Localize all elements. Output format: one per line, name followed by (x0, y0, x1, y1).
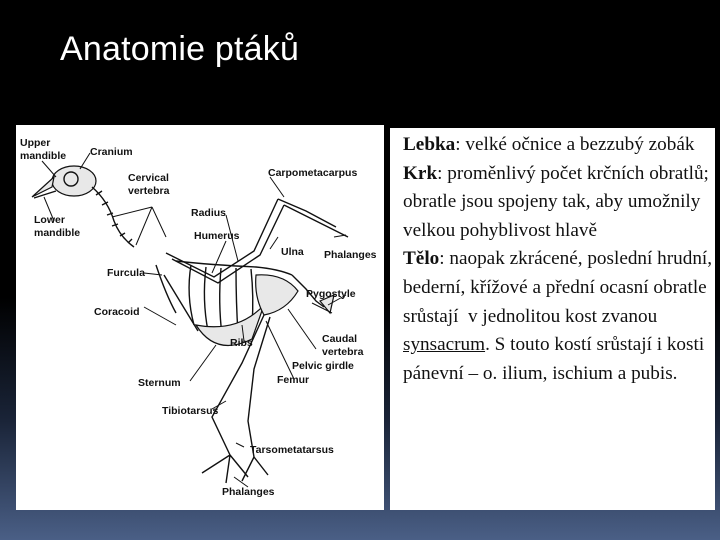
label-pygostyle: Pygostyle (306, 288, 356, 300)
label-cervical-1: Cervical (128, 172, 169, 184)
label-humerus: Humerus (194, 230, 240, 242)
leader-lines (42, 153, 346, 487)
label-lower-mandible-1: Lower (34, 214, 65, 226)
label-upper-mandible-1: Upper (20, 137, 51, 149)
coracoid-shape (164, 275, 198, 331)
label-tarsometatarsus: Tarsometatarsus (250, 444, 334, 456)
upper-mandible-shape (32, 177, 54, 197)
label-pelvic-girdle: Pelvic girdle (292, 360, 354, 372)
label-phalanges-wing: Phalanges (324, 249, 377, 261)
bird-skeleton-diagram (16, 125, 384, 510)
term-lebka: Lebka (403, 134, 456, 155)
label-radius: Radius (191, 207, 227, 219)
label-furcula: Furcula (107, 267, 145, 279)
label-upper-mandible-2: mandible (20, 150, 67, 162)
paragraph-body (403, 245, 717, 388)
slide-title: Anatomie ptáků (60, 30, 300, 68)
text-krk: : proměnlivý počet krčních obratlů; obratle jsou spojeny tak, aby umožnily velkou pohyblivost hlavě (403, 162, 709, 241)
skull (32, 166, 96, 198)
label-phalanges-foot: Phalanges (222, 486, 275, 498)
bird-skeleton-figure (16, 125, 384, 510)
text-lebka: : velké očnice a bezzubý zobák (455, 134, 695, 155)
label-femur: Femur (277, 374, 310, 386)
label-coracoid: Coracoid (94, 306, 140, 318)
term-telo: Tělo (403, 248, 440, 270)
label-ribs: Ribs (230, 337, 253, 349)
label-ulna: Ulna (281, 246, 304, 258)
text-body (403, 131, 717, 388)
label-cranium: Cranium (90, 146, 133, 158)
label-caudal-2: vertebra (322, 346, 364, 358)
paragraph-neck (403, 160, 713, 246)
pelvic-girdle-shape (256, 275, 298, 315)
carpometacarpus-shape (278, 199, 336, 227)
label-carpometacarpus: Carpometacarpus (268, 167, 358, 179)
term-krk: Krk (403, 162, 438, 184)
text-telo-a: : naopak zkrácené, poslední hrudní, bederní, křížové a přední ocasní obratle srůstají v jednolitou kost zvanou (403, 248, 717, 327)
toes (202, 455, 268, 483)
wing-phalanges-shape (284, 205, 348, 237)
cranium-shape (52, 166, 96, 196)
label-tibiotarsus: Tibiotarsus (162, 405, 219, 417)
label-cervical-2: vertebra (128, 185, 170, 197)
term-synsacrum: synsacrum (403, 334, 486, 356)
paragraph-skull (403, 131, 713, 160)
text-telo-b: . S touto kostí srůstají i kosti pánevní – o. ilium, ischium a pubis. (403, 334, 705, 384)
label-caudal-1: Caudal (322, 333, 358, 345)
label-sternum: Sternum (138, 377, 181, 389)
wing-radius (172, 205, 284, 283)
label-lower-mandible-2: mandible (34, 227, 81, 239)
